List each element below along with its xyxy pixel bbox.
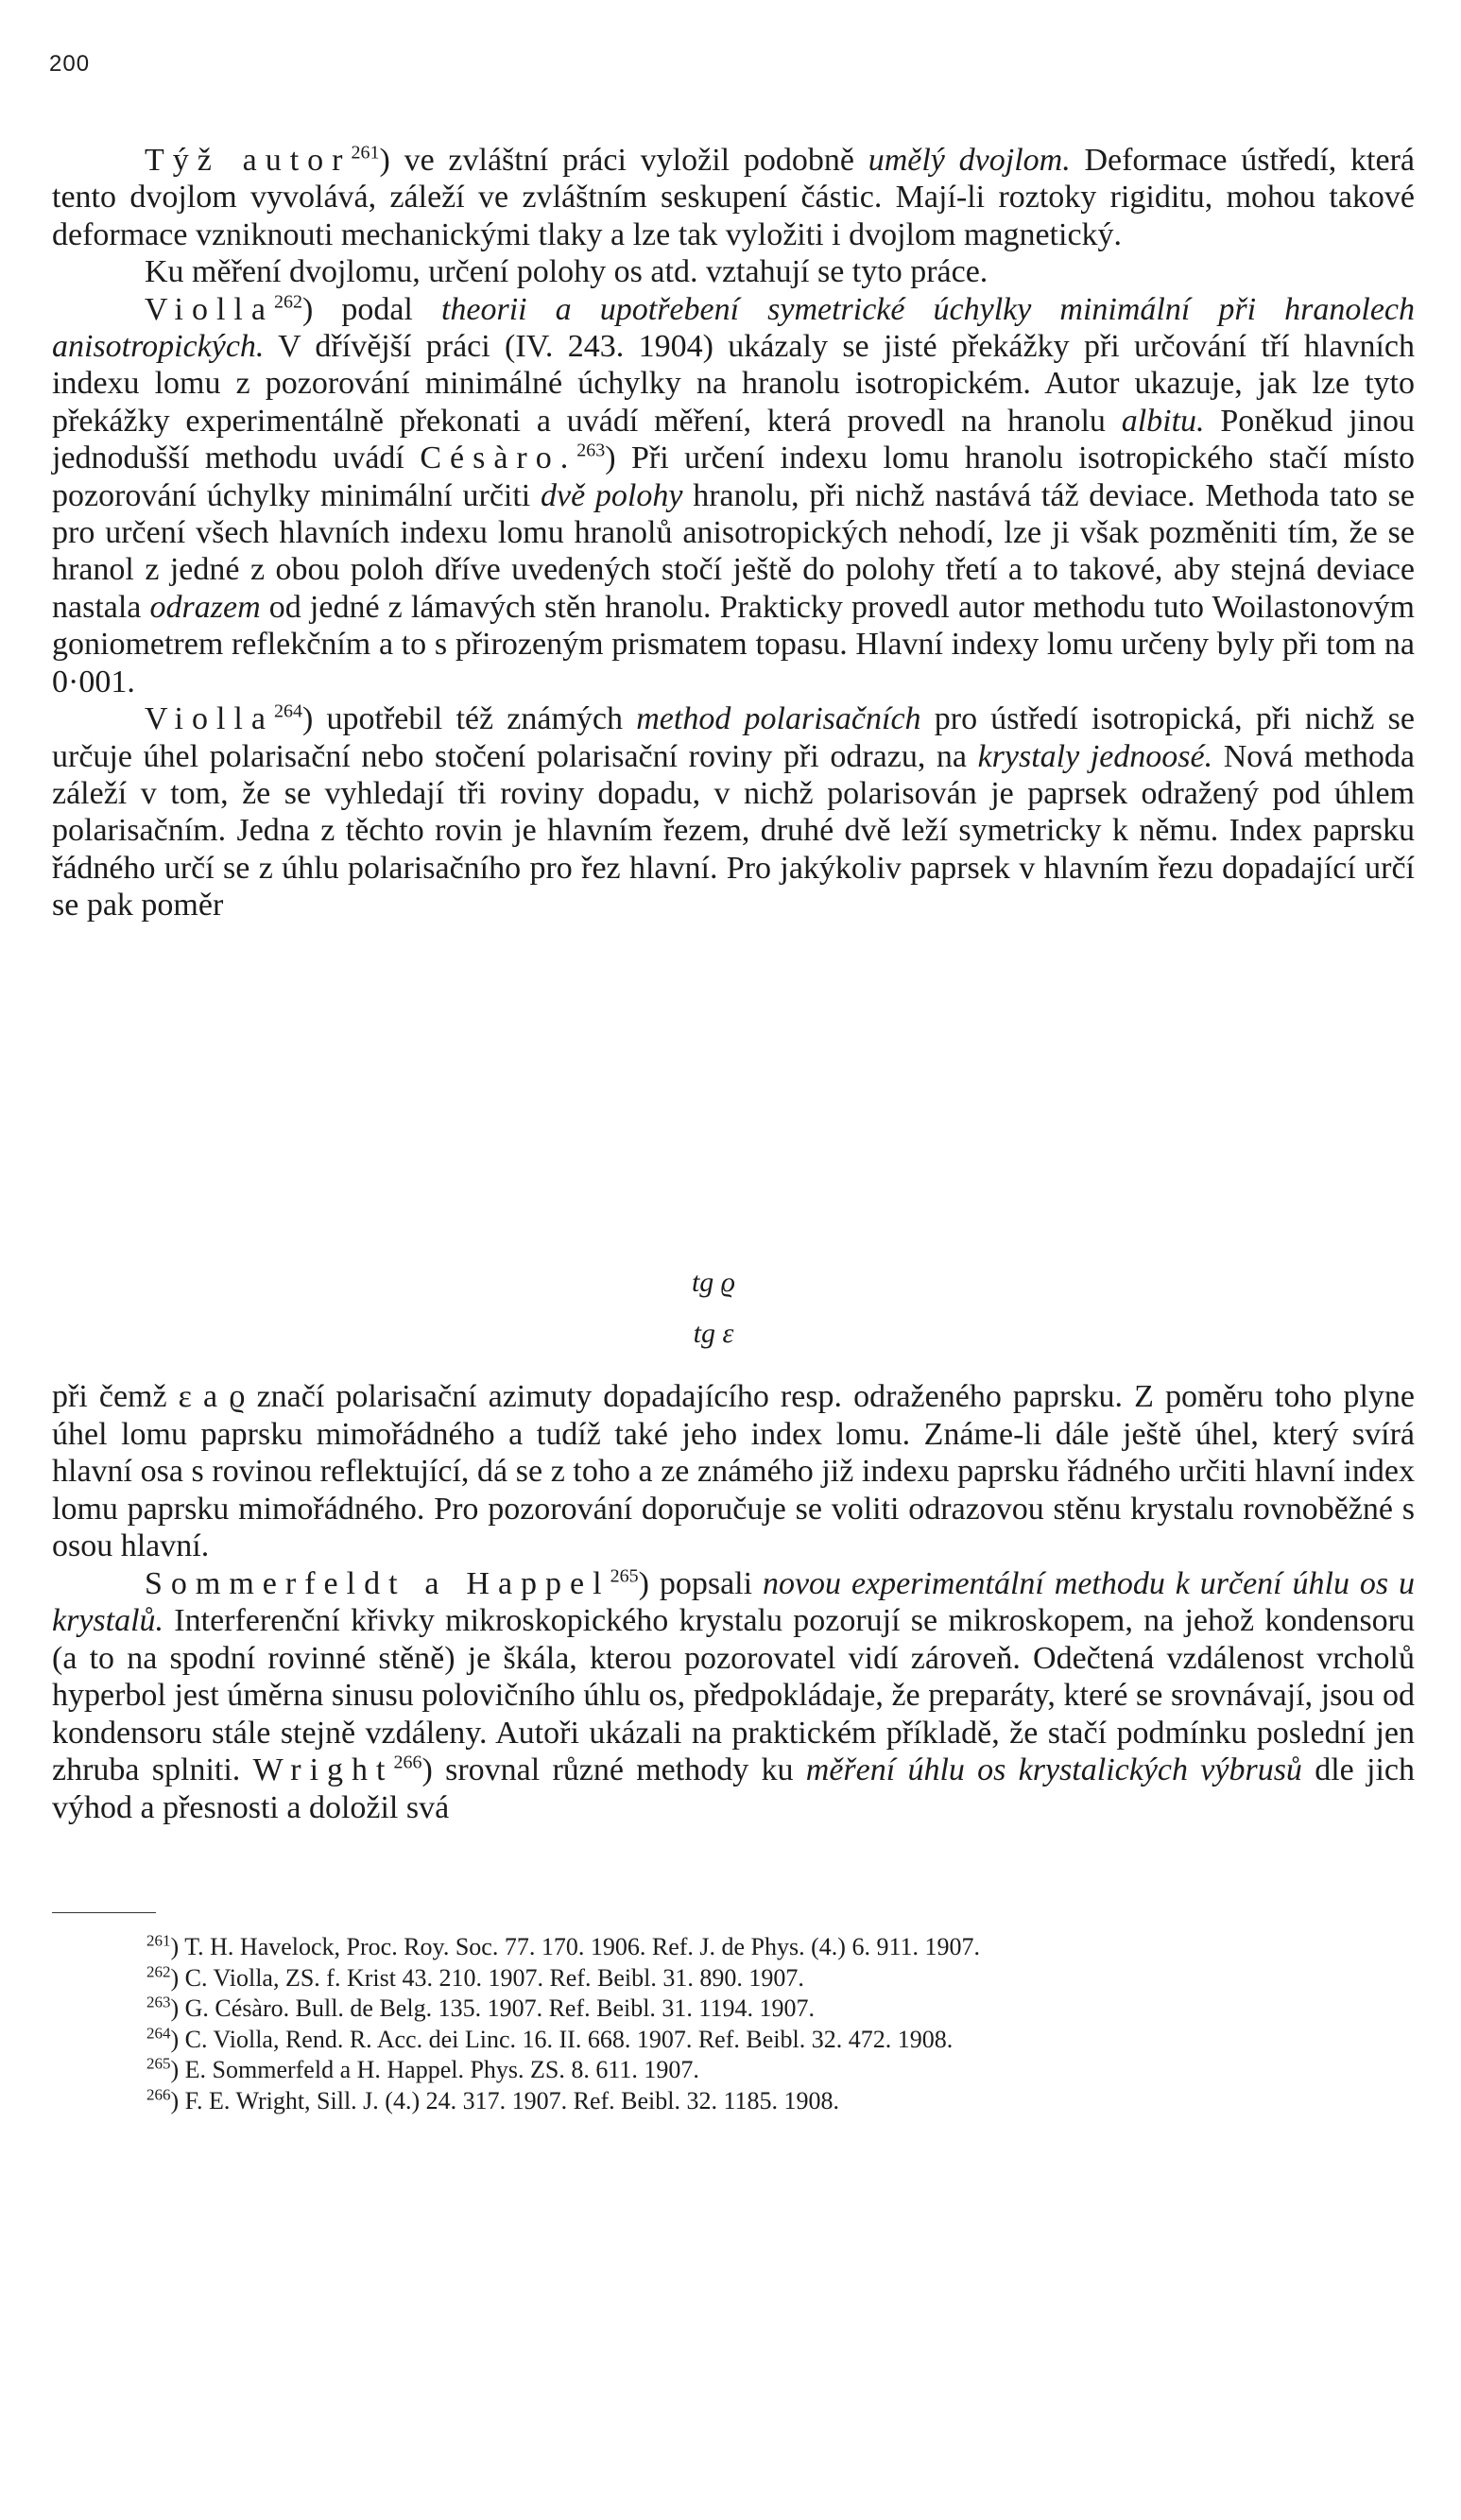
author-name: Violla bbox=[145, 701, 274, 737]
footnote bbox=[52, 2086, 1415, 2117]
footnote bbox=[52, 1932, 1415, 1963]
text-run: ) podal bbox=[301, 291, 441, 327]
text-run: Interferenční křivky mikroskopického krystalu pozorují se mikroskopem, na jehož kondensoru (a to na spodní rovinné stěně) je škála, kterou pozorovatel vidí zároveň. Odečtená vzdálenost vrcholů hyperbol jest úměrna sinusu polovičního úhlu os, předpokládaje, že preparáty, které se srovnávají, jsou od kondensoru stále stejně vzdáleny. Autoři ukázali na praktickém příkladě, že stačí podmínku poslední jen zhruba splniti. bbox=[52, 1603, 1415, 1787]
author-name: Violla bbox=[145, 291, 274, 327]
paragraph-intro: Ku měření dvojlomu, určení polohy os atd. vztahují se tyto práce. bbox=[145, 254, 988, 290]
author-name: Césàro. bbox=[420, 440, 577, 476]
footnote-mark: 266 bbox=[146, 2084, 171, 2103]
footnote-mark: 264 bbox=[146, 2023, 171, 2042]
page-number: 200 bbox=[49, 51, 91, 77]
text-run: ) srovnal různé methody ku bbox=[421, 1752, 806, 1787]
paragraph-sommerfeldt bbox=[52, 1565, 1415, 1827]
author-name: Sommerfeldt a Happel bbox=[145, 1565, 610, 1601]
ratio-formula bbox=[680, 1267, 747, 1350]
text-run: Poněkud jinou jednodušší methodu uvádí bbox=[52, 403, 1415, 476]
text-run: dle jich výhod a přesnosti a doložil svá bbox=[52, 1752, 1415, 1825]
emphasis: method polarisačních bbox=[636, 701, 921, 737]
emphasis: měření úhlu os krystalických výbrusů bbox=[805, 1752, 1302, 1787]
author-name: Wright bbox=[252, 1752, 394, 1787]
emphasis: albitu. bbox=[1121, 403, 1205, 439]
paragraph-violla-2 bbox=[52, 700, 1415, 923]
footnote-text: ) F. E. Wright, Sill. J. (4.) 24. 317. 1907. Ref. Beibl. 32. 1185. 1908. bbox=[170, 2086, 840, 2114]
footnote-text: ) E. Sommerfeld a H. Happel. Phys. ZS. 8. 611. 1907. bbox=[170, 2056, 699, 2083]
text-run: pro ústředí isotropická, při nichž se určuje úhel polarisační nebo stočení polarisační roviny při odrazu, na bbox=[52, 701, 1416, 774]
footnote bbox=[52, 2055, 1415, 2086]
text-run: Deformace ústředí, která tento dvojlom vyvolává, záleží ve zvláštním seskupení částic. Mají-li roztoky rigiditu, mohou takové deformace vzniknouti mechanickými tlaky a lze tak vyložiti i dvojlom magnetický. bbox=[52, 143, 1415, 252]
paragraph-umely-dvojlom bbox=[52, 142, 1415, 253]
text-run: ) upotřebil též známých bbox=[301, 701, 637, 737]
emphasis: krystaly jednoosé. bbox=[977, 738, 1213, 774]
footnote-ref: 265 bbox=[610, 1565, 639, 1587]
formula-denominator: tg ε bbox=[693, 1318, 734, 1349]
paragraph-violla-1 bbox=[52, 291, 1415, 700]
emphasis: odrazem bbox=[149, 589, 261, 625]
footnote-mark: 263 bbox=[146, 1993, 171, 2011]
emphasis: umělý dvojlom. bbox=[868, 143, 1071, 178]
footnote-mark: 261 bbox=[146, 1931, 171, 1950]
text-run: ) ve zvláštní práci vyložil podobně bbox=[379, 143, 868, 178]
footnotes bbox=[52, 1932, 1415, 2116]
formula-numerator: tg ϱ bbox=[691, 1267, 736, 1298]
text-run: ) popsali bbox=[638, 1565, 763, 1601]
text-run: ) Při určení indexu lomu hranolu isotropického stačí místo pozorování úchylky minimální určiti bbox=[52, 440, 1415, 513]
footnote-ref: 264 bbox=[273, 700, 302, 722]
footnote-ref: 262 bbox=[273, 291, 302, 313]
footnote bbox=[52, 2025, 1415, 2056]
footnote-ref: 266 bbox=[393, 1752, 422, 1773]
footnote-ref: 261 bbox=[351, 142, 380, 164]
footnote-divider bbox=[52, 1912, 156, 1913]
footnote-text: ) C. Violla, Rend. R. Acc. dei Linc. 16. II. 668. 1907. Ref. Beibl. 32. 472. 1908. bbox=[170, 2025, 954, 2053]
footnote-ref: 263 bbox=[576, 440, 606, 461]
emphasis: theorii a upotřebení symetrické úchylky minimální při hranolech anisotropických. bbox=[52, 291, 1415, 365]
text-run: Nová methoda záleží v tom, že se vyhledají tři roviny dopadu, v nichž polarisován je paprsek odražený pod úhlem polarisačním. Jedna z těchto rovin je hlavním řezem, druhé dvě leží symetricky k němu. Index paprsku řádného určí se z úhlu polarisačního pro řez hlavní. Pro jakýkoliv paprsek v hlavním řezu dopadající určí se pak poměr bbox=[52, 738, 1415, 923]
text-run: hranolu, při nichž nastává táž deviace. Methoda tato se pro určení všech hlavních indexu lomu hranolů anisotropických nehodí, lze ji však pozměniti tím, že se hranol z jedné z obou poloh dříve uvedených stočí ještě do polohy třetí a to takové, aby stejná deviace nastala bbox=[52, 477, 1415, 625]
body-text bbox=[52, 142, 1415, 924]
text-run: V dřívější práci (IV. 243. 1904) ukázaly se jisté překážky při určování tří hlavních indexu lomu z pozorování minimálné úchylky na hranolu isotropickém. Autor ukazuje, jak lze tyto překážky experimentálně překonati a uvádí měření, která provedl na hranolu bbox=[52, 329, 1415, 439]
emphasis: novou experimentální methodu k určení úhlu os u krystalů. bbox=[52, 1565, 1416, 1638]
footnote bbox=[52, 1994, 1415, 2025]
footnote-mark: 265 bbox=[146, 2054, 171, 2073]
paragraph-formula-explanation: při čemž ε a ϱ značí polarisační azimuty dopadajícího resp. odraženého paprsku. Z poměru toho plyne úhel lomu paprsku mimořádného a tudíž také jeho index lomu. Známe-li dále ještě úhel, který svírá hlavní osa s rovinou reflektující, dá se z toho a ze známého již indexu paprsku řádného určiti hlavní index lomu paprsku mimořádného. Pro pozorování doporučuje se voliti odrazovou stěnu krystalu rovnoběžné s osou hlavní. bbox=[52, 1379, 1415, 1563]
body-text-continued bbox=[52, 1378, 1415, 1826]
author-name: Týž autor bbox=[145, 143, 352, 178]
emphasis: dvě polohy bbox=[541, 477, 683, 513]
footnote-text: ) G. Césàro. Bull. de Belg. 135. 1907. Ref. Beibl. 31. 1194. 1907. bbox=[170, 1994, 815, 2022]
text-run: od jedné z lámavých stěn hranolu. Prakticky provedl autor methodu tuto Woilastonovým goniometrem reflekčním a to s přirozeným prismatem topasu. Hlavní indexy lomu určeny byly při tom na 0·001. bbox=[52, 589, 1415, 699]
footnote-text: ) T. H. Havelock, Proc. Roy. Soc. 77. 170. 1906. Ref. J. de Phys. (4.) 6. 911. 1907. bbox=[170, 1933, 980, 1960]
footnote bbox=[52, 1963, 1415, 1994]
footnote-text: ) C. Violla, ZS. f. Krist 43. 210. 1907. Ref. Beibl. 31. 890. 1907. bbox=[170, 1963, 804, 1992]
footnote-mark: 262 bbox=[146, 1961, 171, 1980]
